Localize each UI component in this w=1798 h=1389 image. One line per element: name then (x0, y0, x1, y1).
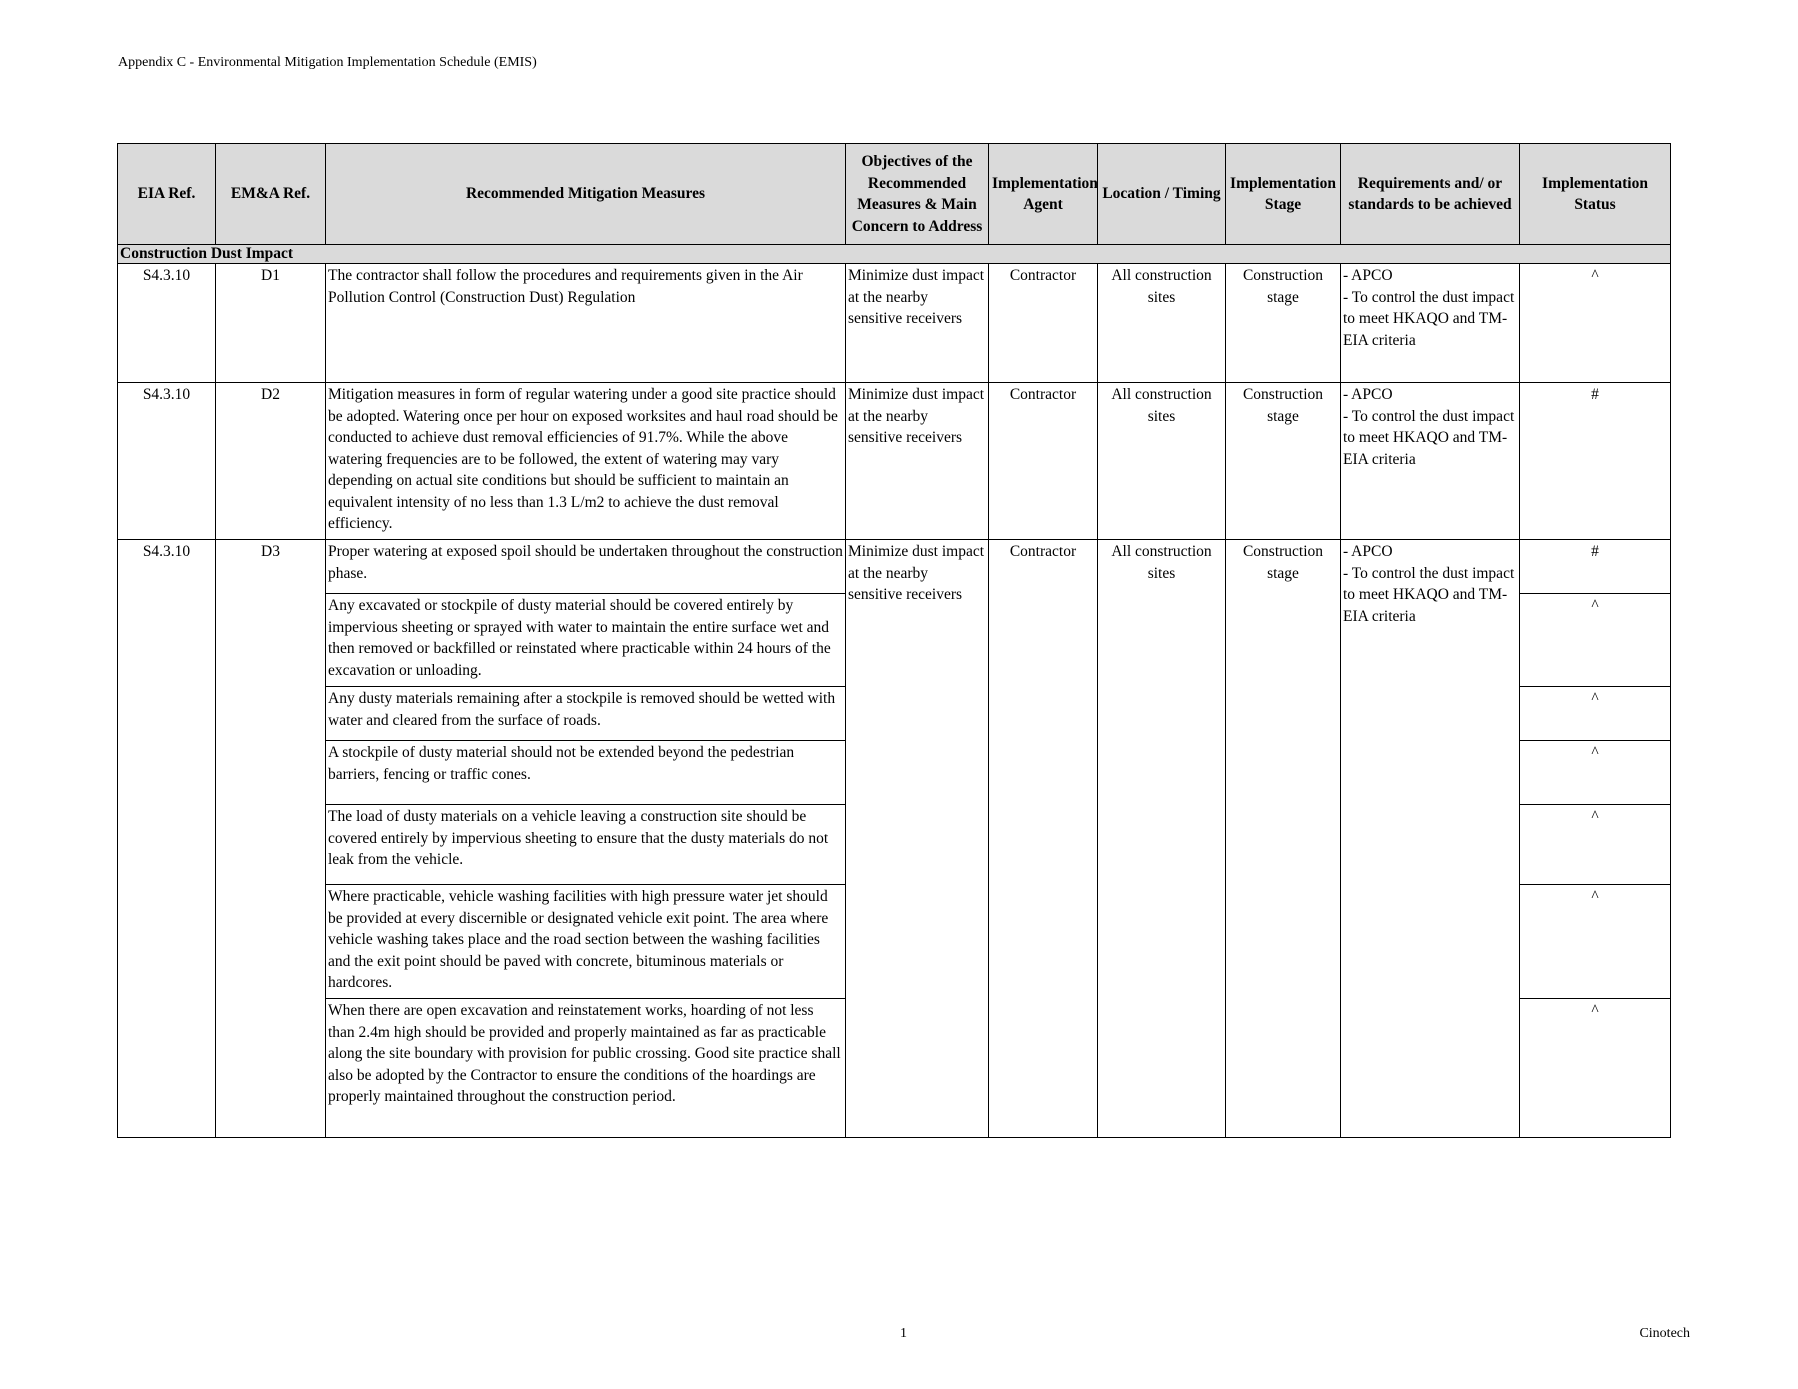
col-header-status: Implementation Status (1520, 144, 1671, 245)
page-header-title: Appendix C - Environmental Mitigation Implementation Schedule (EMIS) (118, 55, 537, 70)
location-cell: All construction sites (1098, 383, 1226, 540)
section-row (118, 245, 1671, 264)
agent-cell: Contractor (989, 540, 1098, 1138)
measure-cell: When there are open excavation and reinstatement works, hoarding of not less than 2.4m high should be provided and properly maintained as far as practicable along the site boundary with provision for public crossing. Good site practice shall also be adopted by the Contractor to ensure the conditions of the hoardings are properly maintained throughout the construction period. (326, 999, 846, 1138)
col-header-location: Location / Timing (1098, 144, 1226, 245)
location-cell: All construction sites (1098, 264, 1226, 383)
table-row (118, 264, 1671, 383)
col-header-requirements: Requirements and/ or standards to be achieved (1341, 144, 1520, 245)
objective-cell: Minimize dust impact at the nearby sensitive receivers (846, 383, 989, 540)
col-header-measures: Recommended Mitigation Measures (326, 144, 846, 245)
status-cell: ^ (1520, 885, 1671, 999)
measure-cell: Proper watering at exposed spoil should be undertaken throughout the construction phase. (326, 540, 846, 594)
ema-ref-cell: D1 (216, 264, 326, 383)
agent-cell: Contractor (989, 264, 1098, 383)
table-row (118, 540, 1671, 594)
measure-cell: Any dusty materials remaining after a stockpile is removed should be wetted with water and cleared from the surface of roads. (326, 687, 846, 741)
stage-cell: Construction stage (1226, 540, 1341, 1138)
status-cell: ^ (1520, 594, 1671, 687)
col-header-eia-ref: EIA Ref. (118, 144, 216, 245)
table-row (118, 383, 1671, 540)
emis-table (117, 143, 1671, 1138)
requirements-cell: - APCO - To control the dust impact to meet HKAQO and TM-EIA criteria (1341, 264, 1520, 383)
measure-cell: Where practicable, vehicle washing facilities with high pressure water jet should be provided at every discernible or designated vehicle exit point. The area where vehicle washing takes place and the road section between the washing facilities and the exit point should be paved with concrete, bituminous materials or hardcores. (326, 885, 846, 999)
agent-cell: Contractor (989, 383, 1098, 540)
status-cell: ^ (1520, 741, 1671, 805)
measure-cell: Mitigation measures in form of regular watering under a good site practice should be adopted. Watering once per hour on exposed worksites and haul road should be conducted to achieve dust removal efficiencies of 91.7%. While the above watering frequencies are to be followed, the extent of watering may vary depending on actual site conditions but should be sufficient to maintain an equivalent intensity of no less than 1.3 L/m2 to achieve the dust removal efficiency. (326, 383, 846, 540)
col-header-stage: Implementation Stage (1226, 144, 1341, 245)
ema-ref-cell: D2 (216, 383, 326, 540)
stage-cell: Construction stage (1226, 383, 1341, 540)
objective-cell: Minimize dust impact at the nearby sensitive receivers (846, 540, 989, 1138)
measure-cell: The contractor shall follow the procedures and requirements given in the Air Pollution Control (Construction Dust) Regulation (326, 264, 846, 383)
status-cell: ^ (1520, 999, 1671, 1138)
stage-cell: Construction stage (1226, 264, 1341, 383)
status-cell: ^ (1520, 264, 1671, 383)
measure-cell: A stockpile of dusty material should not be extended beyond the pedestrian barriers, fencing or traffic cones. (326, 741, 846, 805)
measure-cell: Any excavated or stockpile of dusty material should be covered entirely by impervious sheeting or sprayed with water to maintain the entire surface wet and then removed or backfilled or reinstated where practicable within 24 hours of the excavation or unloading. (326, 594, 846, 687)
requirements-cell: - APCO - To control the dust impact to meet HKAQO and TM-EIA criteria (1341, 540, 1520, 1138)
status-cell: ^ (1520, 805, 1671, 885)
eia-ref-cell: S4.3.10 (118, 264, 216, 383)
page-number: 1 (900, 1326, 907, 1341)
location-cell: All construction sites (1098, 540, 1226, 1138)
eia-ref-cell: S4.3.10 (118, 540, 216, 1138)
status-cell: # (1520, 383, 1671, 540)
measure-cell: The load of dusty materials on a vehicle leaving a construction site should be covered entirely by impervious sheeting to ensure that the dusty materials do not leak from the vehicle. (326, 805, 846, 885)
requirements-cell: - APCO - To control the dust impact to meet HKAQO and TM-EIA criteria (1341, 383, 1520, 540)
footer-company: Cinotech (1639, 1326, 1690, 1341)
col-header-agent: Implementation Agent (989, 144, 1098, 245)
section-title: Construction Dust Impact (118, 245, 1671, 264)
col-header-ema-ref: EM&A Ref. (216, 144, 326, 245)
status-cell: # (1520, 540, 1671, 594)
status-cell: ^ (1520, 687, 1671, 741)
objective-cell: Minimize dust impact at the nearby sensitive receivers (846, 264, 989, 383)
table-header-row (118, 144, 1671, 245)
eia-ref-cell: S4.3.10 (118, 383, 216, 540)
ema-ref-cell: D3 (216, 540, 326, 1138)
col-header-objectives: Objectives of the Recommended Measures & Main Concern to Address (846, 144, 989, 245)
